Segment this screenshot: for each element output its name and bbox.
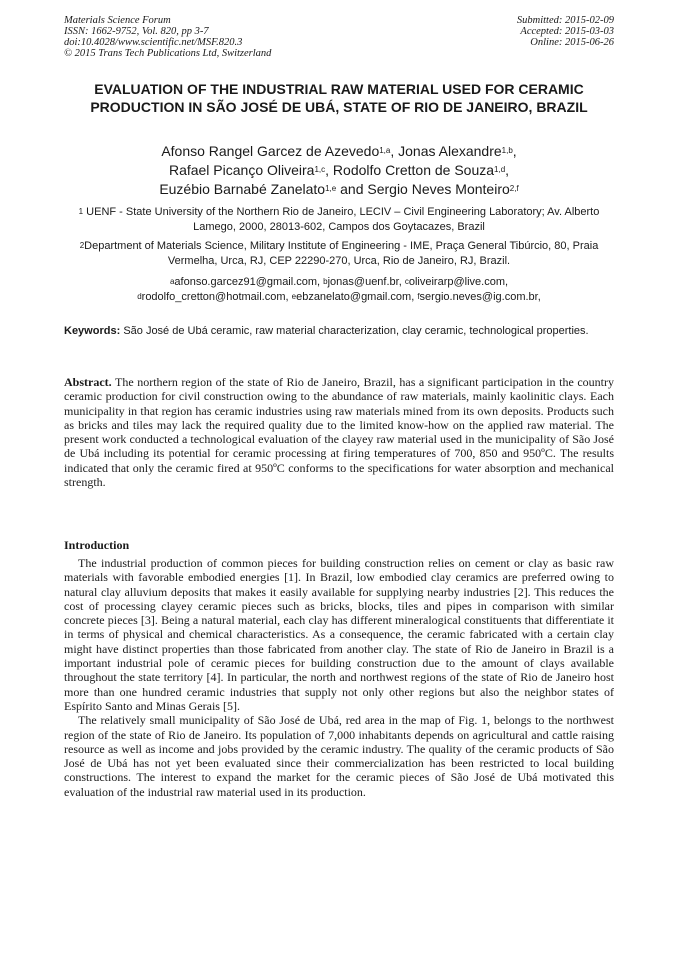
email-link[interactable]: rodolfo_cretton@hotmail.com, bbox=[141, 291, 289, 303]
affiliation-number: 1 bbox=[78, 207, 84, 216]
abstract bbox=[64, 375, 614, 489]
submission-dates bbox=[517, 15, 614, 48]
keywords-text: São José de Ubá ceramic, raw material characterization, clay ceramic, technological properties. bbox=[123, 325, 589, 337]
email-sup: f bbox=[417, 292, 420, 301]
affiliation-1 bbox=[64, 205, 614, 235]
author-name: Rodolfo Cretton de Souza bbox=[332, 162, 495, 178]
author-affil-sup: 1,e bbox=[325, 184, 337, 193]
keywords bbox=[64, 324, 614, 338]
author-list: Afonso Rangel Garcez de Azevedo$^{1,a}$, Jonas Alexandre$^{1,b}$, Rafael Picanço Oliveira$^{1,c}$, Rodolfo Cretton de Souza$^{1,d}$, Euzébio Barnabé Zanelato$^{1,e}$ and Sergio Neves Monteiro$^{2,f}$ bbox=[159, 143, 519, 197]
paragraph: The industrial production of common pieces for building construction relies on cement or clay as basic raw materials with favorable embodied energies [1]. In Brazil, low embodied clay ceramics are preferred owing to natural clay alluvium deposits that makes it easily available for supplying nearby industries [2]. This reduces the cost of processing clayey ceramic pieces such as bricks, blocks, tiles and pipes in comparison with similar concrete pieces [3]. Being a natural material, each clay has different mineralogical constituents that differentiate it in terms of physical and chemical characteristics. As a consequence, the ceramic fabricated with a certain clay might have distinct properties than those fabricated from another clay. The state of Rio de Janeiro in Brazil is a important industrial pole of ceramic pieces for building construction due to the amount of clays available throughout the state territory [4]. In particular, the north and northwest regions of the state of Rio de Janeiro host more than one hundred ceramic industries that supply not only other regions but also the neighbor states of Espírito Santo and Minas Gerais [5]. bbox=[64, 556, 614, 713]
affiliation-2 bbox=[64, 239, 614, 269]
journal-info bbox=[64, 15, 271, 59]
author-affil-sup: 1,d bbox=[494, 165, 506, 174]
email-link[interactable]: sergio.neves@ig.com.br, bbox=[419, 291, 541, 303]
author-affil-sup: 1,a bbox=[379, 146, 391, 155]
paragraph: The relatively small municipality of São José de Ubá, red area in the map of Fig. 1, belongs to the northwest region of the state of Rio de Janeiro. Its population of 7,000 inhabitants depends on agricultural and cattle raising resource as well as income and jobs provided by the ceramic industry. The quality of the ceramic products of São José de Ubá has not yet been evaluated since their commercialization has been restricted to local building constructions. The interest to expand the market for the ceramic pieces of São José de Ubá motivated this evaluation of the industrial raw material used in its production. bbox=[64, 713, 614, 799]
journal-issn: ISSN: 1662-9752, Vol. 820, pp 3-7 bbox=[64, 26, 209, 37]
email-sup: c bbox=[404, 277, 409, 286]
author-affil-sup: 1,c bbox=[314, 165, 326, 174]
introduction-body bbox=[64, 556, 614, 799]
email-link[interactable]: afonso.garcez91@gmail.com, bbox=[174, 276, 321, 288]
accepted-date: Accepted: 2015-03-03 bbox=[520, 26, 614, 37]
author-name: Euzébio Barnabé Zanelato bbox=[159, 181, 326, 197]
journal-copyright: © 2015 Trans Tech Publications Ltd, Switzerland bbox=[64, 48, 272, 59]
author-name: Sergio Neves Monteiro bbox=[367, 181, 510, 197]
email-sup: e bbox=[291, 292, 297, 301]
email-link[interactable]: jonas@uenf.br, bbox=[327, 276, 402, 288]
email-link[interactable]: ebzanelato@gmail.com, bbox=[296, 291, 415, 303]
keywords-label: Keywords: bbox=[64, 325, 121, 337]
author-name: Jonas Alexandre bbox=[398, 143, 502, 159]
author-name: Afonso Rangel Garcez de Azevedo bbox=[161, 143, 380, 159]
journal-doi[interactable]: doi:10.4028/www.scientific.net/MSF.820.3 bbox=[64, 37, 243, 48]
email-link[interactable]: oliveirarp@live.com, bbox=[408, 276, 509, 288]
author-name: Rafael Picanço Oliveira bbox=[168, 162, 315, 178]
paper-title: EVALUATION OF THE INDUSTRIAL RAW MATERIAL USED FOR CERAMIC PRODUCTION IN SÃO JOSÉ DE UBÁ, STATE OF RIO DE JANEIRO, BRAZIL bbox=[90, 81, 588, 115]
abstract-label: Abstract. bbox=[64, 375, 112, 389]
author-joiner: and bbox=[340, 181, 364, 197]
author-affil-sup: 1,b bbox=[501, 146, 513, 155]
abstract-text: The northern region of the state of Rio de Janeiro, Brazil, has a significant participation in the country ceramic production for civil construction owing to the abundance of raw materials, mainly kaolinitic clays. Each municipality in that region has ceramic industries using raw materials mined from its own deposits. Products such as bricks and tiles may lack the required quality due to the limited know-how on the applied raw material. The present work conducted a technological evaluation of the clayey raw material used in the municipality of São José de Ubá including its potential for ceramic processing at firing temperatures of 700, 850 and 950ºC. The results indicated that only the ceramic fired at 950ºC conforms to the specifications for water absorption and mechanical strength. bbox=[64, 375, 614, 490]
email-sup: b bbox=[323, 277, 328, 286]
author-emails bbox=[64, 275, 614, 305]
email-sup: d bbox=[137, 292, 142, 301]
affiliation-text: UENF - State University of the Northern Rio de Janeiro, LECIV – Civil Engineering Laboratory; Av. Alberto Lamego, 2000, 28013-602, Campos dos Goytacazes, Brazil bbox=[86, 206, 600, 233]
affiliation-number: 2 bbox=[79, 241, 85, 250]
introduction-heading: Introduction bbox=[64, 538, 130, 552]
affiliation-text: Department of Materials Science, Military Institute of Engineering - IME, Praça General Tibúrcio, 80, Praia Vermelha, Urca, RJ, CEP 22290-270, Urca, Rio de Janeiro, RJ, Brazil. bbox=[84, 240, 599, 267]
submitted-date: Submitted: 2015-02-09 bbox=[516, 15, 614, 26]
author-affil-sup: 2,f bbox=[509, 184, 519, 193]
online-date: Online: 2015-06-26 bbox=[530, 37, 614, 48]
email-sup: a bbox=[169, 277, 175, 286]
journal-name: Materials Science Forum bbox=[64, 15, 171, 26]
